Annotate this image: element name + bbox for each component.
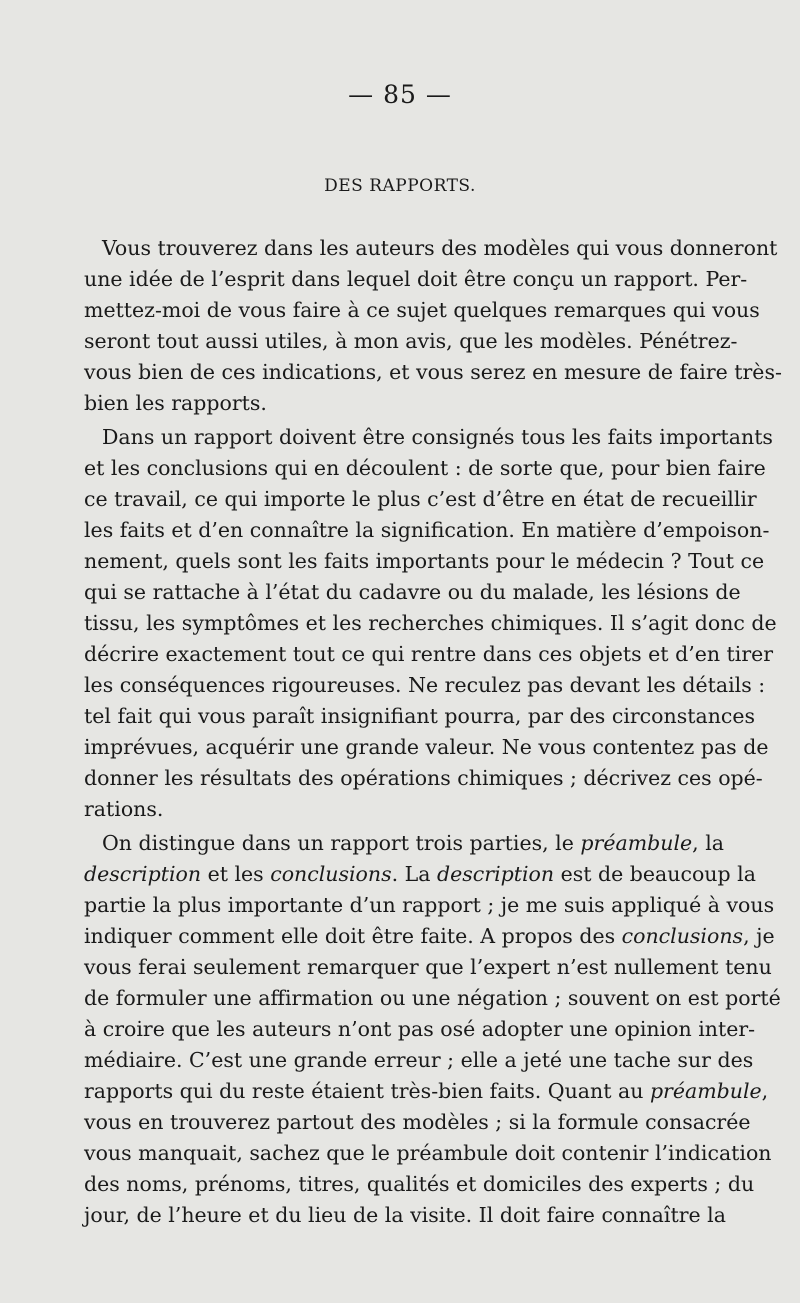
text-line: et les conclusions qui en découlent : de sorte que, pour bien faire — [84, 456, 766, 480]
text-line: à croire que les auteurs n’ont pas osé adopter une opinion inter- — [84, 1017, 756, 1041]
text-span: , je — [743, 924, 775, 948]
text-span: est de beaucoup la — [554, 862, 756, 886]
text-line: tel fait qui vous paraît insignifiant pourra, par des circonstances — [84, 704, 756, 728]
text-line: vous bien de ces indications, et vous serez en mesure de faire très- — [84, 360, 782, 384]
text-span: , — [761, 1079, 769, 1103]
text-span: indiquer comment elle doit être faite. A propos des — [84, 924, 622, 948]
italic-term: préambule — [580, 831, 693, 855]
italic-term: description — [437, 862, 555, 886]
italic-term: préambule — [649, 1079, 762, 1103]
text-line: décrire exactement tout ce qui rentre dans ces objets et d’en tirer — [84, 642, 774, 666]
text-line — [84, 921, 775, 952]
text-span: , la — [692, 831, 724, 855]
text-line: les faits et d’en connaître la signification. En matière d’empoison- — [84, 518, 770, 542]
text-line: imprévues, acquérir une grande valeur. Ne vous contentez pas de — [84, 735, 769, 759]
text-line: tissu, les symptômes et les recherches chimiques. Il s’agit donc de — [84, 611, 777, 635]
text-line: vous en trouverez partout des modèles ; si la formule consacrée — [84, 1110, 751, 1134]
text-line: seront tout aussi utiles, à mon avis, que les modèles. Pénétrez- — [84, 329, 738, 353]
text-span: On distingue dans un rapport trois parties, le — [102, 831, 581, 855]
italic-term: description — [84, 862, 202, 886]
text-line — [84, 1076, 769, 1107]
text-line: qui se rattache à l’état du cadavre ou du malade, les lésions de — [84, 580, 741, 604]
italic-term: conclusions — [621, 924, 744, 948]
text-line: vous manquait, sachez que le préambule doit contenir l’indication — [84, 1141, 772, 1165]
text-line: de formuler une affirmation ou une négation ; souvent on est porté — [84, 986, 781, 1010]
text-line: rations. — [84, 797, 164, 821]
text-line: bien les rapports. — [84, 391, 267, 415]
text-line: Vous trouverez dans les auteurs des modèles qui vous donneront — [102, 236, 778, 260]
section-title: DES RAPPORTS. — [324, 176, 476, 196]
text-span: et les — [201, 862, 271, 886]
text-line: partie la plus importante d’un rapport ; je me suis appliqué à vous — [84, 893, 775, 917]
text-line: nement, quels sont les faits importants pour le médecin ? Tout ce — [84, 549, 765, 573]
text-line — [84, 859, 756, 890]
text-line — [102, 828, 724, 859]
text-line: ce travail, ce qui importe le plus c’est d’être en état de recueillir — [84, 487, 757, 511]
italic-term: conclusions — [270, 862, 392, 886]
text-line: vous ferai seulement remarquer que l’expert n’est nullement tenu — [84, 955, 772, 979]
text-line: des noms, prénoms, titres, qualités et domiciles des experts ; du — [84, 1172, 755, 1196]
page-number: — 85 — — [348, 80, 452, 109]
text-span: rapports qui du reste étaient très-bien faits. Quant au — [84, 1079, 650, 1103]
text-line: une idée de l’esprit dans lequel doit être conçu un rapport. Per- — [84, 267, 748, 291]
text-line: les conséquences rigoureuses. Ne reculez pas devant les détails : — [84, 673, 766, 697]
text-line: médiaire. C’est une grande erreur ; elle a jeté une tache sur des — [84, 1048, 754, 1072]
text-line: jour, de l’heure et du lieu de la visite. Il doit faire connaître la — [84, 1203, 726, 1227]
text-line: mettez-moi de vous faire à ce sujet quelques remarques qui vous — [84, 298, 760, 322]
text-line: donner les résultats des opérations chimiques ; décrivez ces opé- — [84, 766, 763, 790]
text-line: Dans un rapport doivent être consignés tous les faits importants — [102, 425, 773, 449]
text-span: . La — [391, 862, 438, 886]
